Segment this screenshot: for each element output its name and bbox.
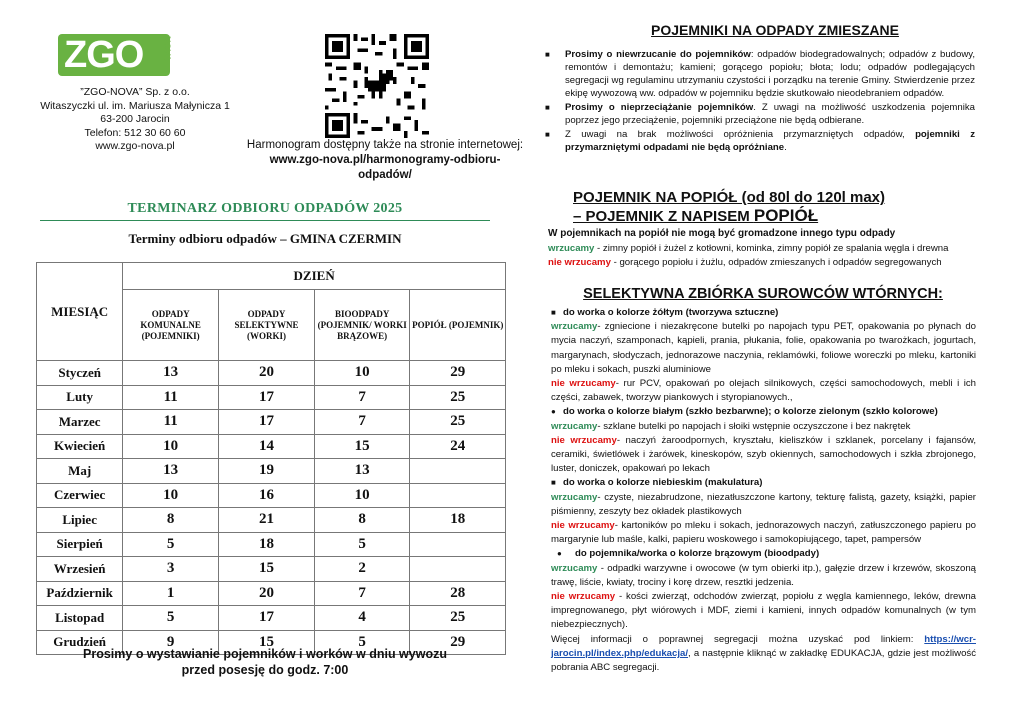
month-column-header: MIESIĄC [37,263,123,361]
selective-date-cell: 15 [219,630,315,655]
mixed-waste-title: POJEMNIKI NA ODPADY ZMIESZANE [651,22,899,38]
square-bullet-icon: ■ [545,50,550,59]
forbidden-label: nie wrzucamy [551,434,617,446]
ash-date-cell: 24 [410,434,506,459]
company-website[interactable]: www.zgo-nova.pl [95,140,175,153]
ash-forbidden [548,257,988,268]
schedule-row [37,483,506,508]
biowaste-date-cell: 5 [314,532,410,557]
allowed-text: - zimny popiół i żużel z kotłowni, kominka, zimny popiół ze spalania węgla i drewna [594,243,949,254]
ash-title-label: POPIÓŁ [753,206,819,225]
schedule-row [37,459,506,484]
forbidden-label: nie wrzucamy [551,520,615,532]
month-cell: Październik [37,581,123,606]
mixed-rule-1 [545,48,975,100]
logo-text: ZGO [64,33,144,76]
ash-title-line2 [573,207,993,226]
square-bullet-icon: ■ [551,308,556,317]
biowaste-date-cell: 10 [314,361,410,386]
municipal-date-cell: 5 [123,606,219,631]
selective-waste-header: ODPADY SELEKTYWNE (WORKI) [219,290,315,361]
municipal-date-cell: 11 [123,410,219,435]
mixed-rule-3 [545,128,975,154]
forbidden-text: - kartoników po mleku i sokach, jednorazowych naczyń, zatłuszczonego papieru po margarynie lub maśle, kalki, papieru woskowego i samokopiującego, tapet, pampersów [551,520,976,546]
selective-date-cell: 16 [219,483,315,508]
more-info-after: , a następnie kliknąć w zakładkę EDUKACJA, gdzie jest możliwość pobrania ABC segregacji. [551,647,976,674]
company-address: Witaszyczki ul. im. Mariusza Małynicza 1 [40,99,230,112]
glass-bag-heading [551,405,976,419]
collection-time-line2: przed posesję do godz. 7:00 [181,663,349,677]
ash-bin-note: W pojemnikach na popiół nie mogą być gromadzone innego typu odpady [548,228,896,239]
biowaste-date-cell: 5 [314,630,410,655]
biowaste-date-cell: 7 [314,410,410,435]
paper-forbidden [551,519,976,547]
glass-forbidden [551,434,976,477]
schedule-availability-note [245,138,525,183]
forbidden-text: - rur PCV, opakowań po olejach silnikowych, części samochodowych, mebli i ich części, zabawek, tworzyw piankowych i styropianowych., [551,378,977,404]
ash-bin-title [573,189,993,226]
ash-date-cell: 25 [410,606,506,631]
more-info [551,633,976,676]
forbidden-label: nie wrzucamy [551,378,616,390]
selective-date-cell: 20 [219,581,315,606]
municipal-waste-header: ODPADY KOMUNALNE (POJEMNIKI) [123,290,219,361]
municipal-date-cell: 11 [123,385,219,410]
ash-date-cell: 25 [410,385,506,410]
ash-title-line1: POJEMNIK NA POPIÓŁ (od 80l do 120l max) [573,189,886,206]
ash-date-cell [410,532,506,557]
square-bullet-icon: ■ [545,103,550,112]
allowed-label: wrzucamy [551,562,598,574]
month-cell: Kwiecień [37,434,123,459]
schedule-row [37,581,506,606]
selective-date-cell: 21 [219,508,315,533]
round-bullet-icon: ● [557,549,562,559]
forbidden-text: - gorącego popiołu i żużlu, odpadów zmieszanych i odpadów segregowanych [610,257,942,268]
collection-time-line1: Prosimy o wystawianie pojemników i worków w dniu wywozu [83,647,447,661]
month-cell: Grudzień [37,630,123,655]
municipal-date-cell: 1 [123,581,219,606]
paper-allowed [551,491,976,519]
allowed-text: - odpadki warzywne i owocowe (w tym obierki itp.), gałęzie drzew i krzewów, skoszoną trawę, liście, kwiaty, trociny i korę drzew, resztki jedzenia. [551,562,976,588]
ash-allowed [548,243,988,254]
selective-date-cell: 17 [219,606,315,631]
schedule-row [37,410,506,435]
biowaste-date-cell: 4 [314,606,410,631]
selective-collection-rules [551,306,976,675]
heading-text: do worka o kolorze białym (szkło bezbarwne); o kolorze zielonym (szkło kolorowe) [563,406,938,418]
biowaste-date-cell: 13 [314,459,410,484]
allowed-text: - zgniecione i niezakręcone butelki po napojach typu PET, opakowania po płynach do mycia naczyń, szamponach, kąpieli, prania, płukania, folie, opakowania po twarożkach, jogurtach, margarynach, słodyczach, jednorazowe naczynia, reklamówki, foliowe woreczki po mleku, kartoniki po mleku i sokach, puszki aluminiowe [551,321,976,375]
ash-date-cell [410,557,506,582]
month-cell: Czerwiec [37,483,123,508]
municipal-date-cell: 5 [123,532,219,557]
forbidden-text: - kości zwierząt, odchodów zwierząt, popiołu z węgla kamiennego, leków, drewna impregnowanego, płyt wiórowych i MDF, ziemi i kamieni, innych odpadów komunalnych (w tym niebezpiecznych). [551,591,976,631]
zgo-logo [58,34,170,76]
month-cell: Lipiec [37,508,123,533]
allowed-label: wrzucamy [551,420,598,432]
ash-date-cell: 18 [410,508,506,533]
yellow-allowed [551,320,976,377]
rule-text: Z uwagi na brak możliwości opróżnienia przymarzniętych odpadów, [565,129,916,140]
ash-date-cell [410,483,506,508]
mixed-waste-rules [545,48,975,155]
schedule-row [37,508,506,533]
rule-emphasis: Prosimy o nieprzeciążanie pojemników [565,102,754,113]
company-city: 63-200 Jarocin [100,113,170,126]
ash-date-cell [410,459,506,484]
collection-time-note [40,646,490,678]
heading-text: do worka o kolorze niebieskim (makulatura) [563,477,763,489]
forbidden-label: nie wrzucamy [551,591,616,603]
schedule-row [37,606,506,631]
month-cell: Marzec [37,410,123,435]
selective-date-cell: 14 [219,434,315,459]
schedule-row [37,361,506,386]
schedule-subtitle: Terminy odbioru odpadów – GMINA CZERMIN [128,231,402,246]
ash-date-cell: 25 [410,410,506,435]
selective-date-cell: 17 [219,410,315,435]
education-link[interactable]: https://wcr-jarocin.pl/index.php/edukacja/ [551,633,976,659]
bio-forbidden [551,590,976,633]
company-name: ”ZGO-NOVA” Sp. z o.o. [80,86,190,98]
round-bullet-icon: ● [551,407,556,417]
glass-allowed [551,420,976,434]
biowaste-date-cell: 7 [314,581,410,606]
selective-collection-title: SELEKTYWNA ZBIÓRKA SUROWCÓW WTÓRNYCH: [583,286,943,302]
biowaste-date-cell: 2 [314,557,410,582]
square-bullet-icon: ■ [551,478,556,488]
municipal-date-cell: 3 [123,557,219,582]
allowed-text: - szklane butelki po napojach i słoiki wstępnie oczyszczone i bez nakrętek [597,420,911,432]
municipal-date-cell: 13 [123,459,219,484]
schedule-row [37,385,506,410]
allowed-label: wrzucamy [551,321,598,333]
paper-bag-heading [551,476,976,490]
municipal-date-cell: 8 [123,508,219,533]
rule-text: : odpadów biodegradowalnych; odpadów z budowy, remontów i demontażu; kamieni; gorącego popiołu; błota; lodu; odpadów podlegających segregacji wg regulaminu utrzymaniu czystości i porządku na terenie Gminy. Stwierdzenie przez ekipę wywozową ww. odpadów w pojemniku będzie skutkowało nieodebraniem odpadów. [565,49,976,99]
allowed-label: wrzucamy [551,491,598,503]
ash-date-cell: 29 [410,361,506,386]
ash-date-cell: 29 [410,630,506,655]
bio-bin-heading [551,547,976,561]
yellow-forbidden [551,377,976,405]
municipal-date-cell: 13 [123,361,219,386]
biowaste-date-cell: 7 [314,385,410,410]
schedule-row [37,532,506,557]
schedule-title: TERMINARZ ODBIORU ODPADÓW 2025 [127,201,403,216]
month-cell: Styczeń [37,361,123,386]
company-info [30,86,240,154]
heading-text: do pojemnika/worka o kolorze brązowym (bioodpady) [575,548,820,560]
municipal-date-cell: 10 [123,483,219,508]
selective-date-cell: 20 [219,361,315,386]
selective-date-cell: 17 [219,385,315,410]
qr-code-icon[interactable] [325,34,429,138]
ash-header: POPIÓŁ (POJEMNIK) [410,290,506,361]
collection-schedule-table [36,262,506,655]
month-cell: Maj [37,459,123,484]
forbidden-label: nie wrzucamy [548,257,611,268]
month-cell: Sierpień [37,532,123,557]
rule-emphasis: pojemniki z przymarzniętymi odpadami nie będą opróżniane [565,129,975,153]
more-info-text: Więcej informacji o poprawnej segregacji można uzyskać pod linkiem: [551,633,925,645]
logo-subtext: NOVA [162,36,172,62]
biowaste-date-cell: 15 [314,434,410,459]
municipal-date-cell: 9 [123,630,219,655]
selective-date-cell: 19 [219,459,315,484]
company-phone: Telefon: 512 30 60 60 [84,126,186,139]
heading-text: do worka o kolorze żółtym (tworzywa sztuczne) [563,307,779,318]
month-cell: Listopad [37,606,123,631]
allowed-text: - czyste, niezabrudzone, niezatłuszczone kartony, tekturę falistą, gazety, książki, papier piśmienny, zeszyty bez okładek plastikowych [551,491,976,517]
rule-emphasis: Prosimy o niewrzucanie do pojemników [565,49,751,60]
month-cell: Wrzesień [37,557,123,582]
schedule-row [37,557,506,582]
schedule-row [37,434,506,459]
ash-title-prefix: – POJEMNIK Z NAPISEM [573,208,754,225]
selective-date-cell: 18 [219,532,315,557]
municipal-date-cell: 10 [123,434,219,459]
biowaste-date-cell: 8 [314,508,410,533]
square-bullet-icon: ■ [545,130,550,139]
forbidden-text: - naczyń żaroodpornych, kryształu, kieliszków i szklanek, porcelany i fajansów, ceramiki, świetlówek i żarówek, kineskopów, szyb okiennych, samochodowych i szkła zbrojonego, luster, doniczek, opakowań po lekach [551,434,977,475]
title-divider [40,220,490,221]
mixed-rule-2 [545,101,975,127]
month-cell: Luty [37,385,123,410]
rule-text-end: . [784,142,787,153]
rule-text: . Z uwagi na możliwość uszkodzenia pojemnika poprzez jego przeciążenie, pojemniki przeciążone nie będą odbierane. [565,102,976,126]
selective-date-cell: 15 [219,557,315,582]
day-column-header: DZIEŃ [123,263,506,290]
biowaste-header: BIOODPADY (POJEMNIK/ WORKI BRĄZOWE) [314,290,410,361]
biowaste-date-cell: 10 [314,483,410,508]
yellow-bag-heading [551,306,976,320]
schedule-availability-text: Harmonogram dostępny także na stronie internetowej: [246,139,524,151]
ash-date-cell: 28 [410,581,506,606]
allowed-label: wrzucamy [548,243,595,254]
schedule-url-link[interactable]: www.zgo-nova.pl/harmonogramy-odbioru-odpadów/ [269,154,501,181]
bio-allowed [551,562,976,590]
